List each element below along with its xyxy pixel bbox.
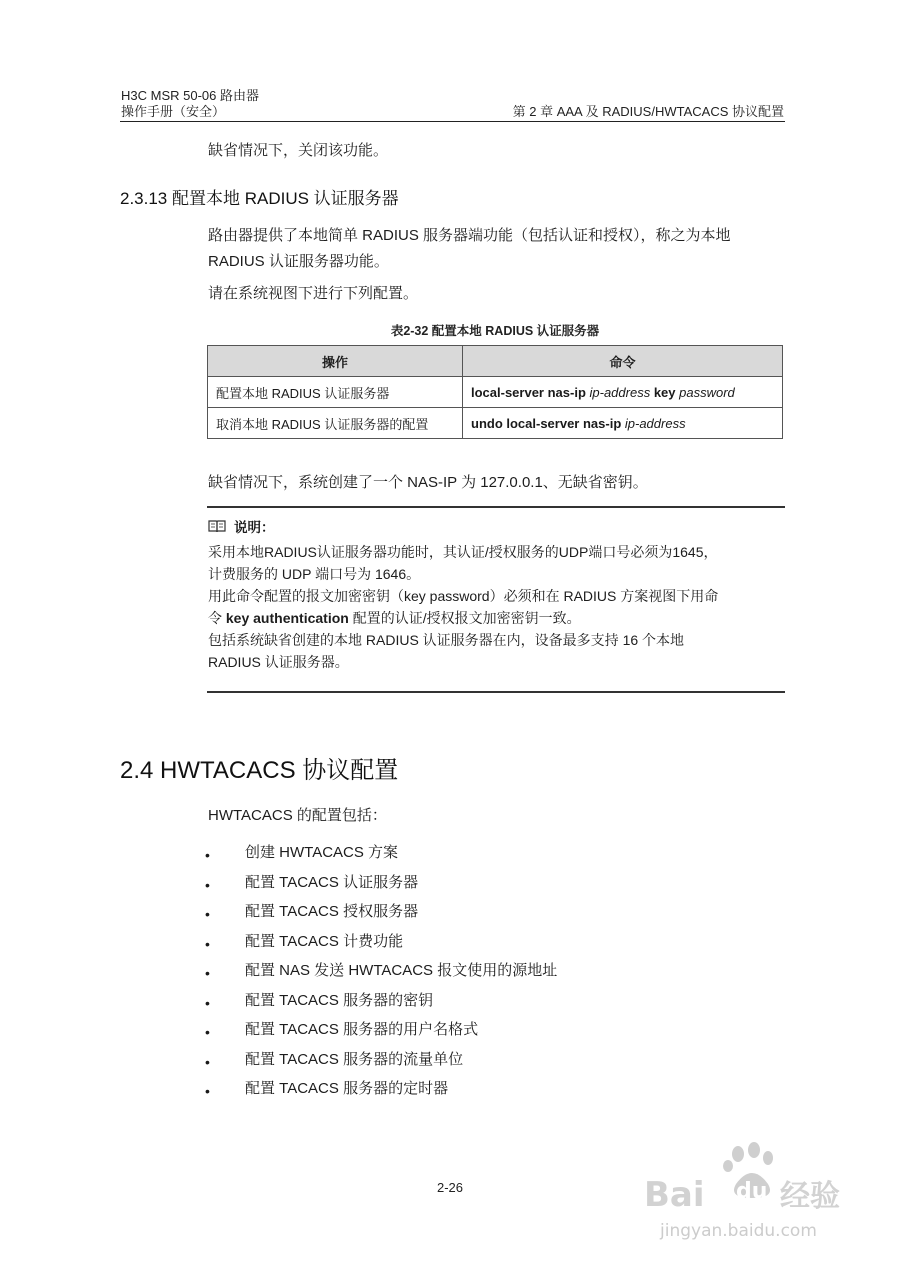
section-24-title: 2.4 HWTACACS 协议配置	[120, 757, 399, 784]
header-rule	[120, 121, 785, 122]
header-manual: 操作手册（安全）	[121, 104, 226, 119]
list-item: 配置 TACACS 授权服务器	[245, 903, 419, 920]
section-2313-para1-line1: 路由器提供了本地简单 RADIUS 服务器端功能（包括认证和授权），称之为本地	[208, 227, 731, 244]
default-nas-ip-note: 缺省情况下，系统创建了一个 NAS-IP 为 127.0.0.1、无缺省密钥。	[208, 474, 648, 491]
note-line: 计费服务的 UDP 端口号为 1646。	[208, 566, 421, 582]
table-caption: 表2-32 配置本地 RADIUS 认证服务器	[390, 324, 600, 338]
cmd-keyword: undo local-server nas-ip	[471, 415, 625, 431]
note-line	[208, 607, 785, 629]
list-item: 配置 TACACS 服务器的流量单位	[245, 1051, 464, 1068]
bullet-dot: •	[205, 1054, 210, 1070]
list-item: 配置 TACACS 认证服务器	[245, 874, 419, 891]
watermark-brand-latin: Bai	[644, 1175, 705, 1215]
list-item: 配置 NAS 发送 HWTACACS 报文使用的源地址	[245, 962, 558, 979]
note-line: RADIUS 认证服务器。	[208, 654, 349, 670]
list-item: 配置 TACACS 服务器的密钥	[245, 992, 434, 1009]
table-cell-cmd	[463, 408, 783, 439]
table-header-op: 操作	[208, 346, 463, 377]
cmd-argument: password	[679, 384, 735, 400]
section-2313-para1-line2: RADIUS 认证服务器功能。	[208, 253, 389, 270]
baidu-watermark	[640, 1140, 860, 1250]
page-number: 2-26	[437, 1180, 464, 1195]
note-title: 说明：	[234, 520, 275, 535]
list-item: 创建 HWTACACS 方案	[245, 844, 399, 861]
note-line: 采用本地RADIUS认证服务器功能时，其认证/授权服务的UDP端口号必须为1645，	[208, 544, 718, 560]
header-chapter: 第 2 章 AAA 及 RADIUS/HWTACACS 协议配置	[512, 104, 784, 119]
bullet-dot: •	[205, 877, 210, 893]
list-item: 配置 TACACS 服务器的用户名格式	[245, 1021, 479, 1038]
header-product: H3C MSR 50-06 路由器	[121, 88, 259, 103]
cmd-keyword: local-server nas-ip	[471, 384, 590, 400]
bullet-dot: •	[205, 1083, 210, 1099]
cmd-argument: ip-address	[589, 384, 651, 400]
watermark-url: jingyan.baidu.com	[660, 1221, 817, 1241]
note-keyword: key authentication	[225, 610, 349, 626]
note-body	[208, 541, 785, 673]
watermark-brand-cn: 经验	[780, 1179, 840, 1214]
note-text-segment: 令	[208, 610, 226, 626]
note-top-rule	[207, 506, 785, 508]
table-cell-cmd	[463, 377, 783, 408]
bullet-dot: •	[205, 847, 210, 863]
bullet-dot: •	[205, 936, 210, 952]
note-text-segment: 配置的认证/授权报文加密密钥一致。	[348, 610, 581, 626]
table-row	[208, 377, 783, 408]
note-bottom-rule	[207, 691, 785, 693]
section-24-intro: HWTACACS 的配置包括：	[208, 807, 387, 824]
bullet-dot: •	[205, 965, 210, 981]
bullet-dot: •	[205, 1024, 210, 1040]
table-cell-op: 取消本地 RADIUS 认证服务器的配置	[208, 408, 463, 439]
section-2313-title: 2.3.13 配置本地 RADIUS 认证服务器	[120, 189, 399, 208]
table-header-cmd: 命令	[463, 346, 783, 377]
command-table	[207, 345, 783, 439]
note-line: 用此命令配置的报文加密密钥（key password）必须和在 RADIUS 方案视图下用命	[208, 588, 719, 604]
cmd-argument: ip-address	[624, 415, 686, 431]
book-icon	[208, 519, 226, 533]
list-item: 配置 TACACS 服务器的定时器	[245, 1080, 449, 1097]
table-header-row	[208, 346, 783, 377]
table-cell-op: 配置本地 RADIUS 认证服务器	[208, 377, 463, 408]
section-2313-para2: 请在系统视图下进行下列配置。	[208, 285, 419, 302]
list-item: 配置 TACACS 计费功能	[245, 933, 404, 950]
watermark-brand-du: du	[736, 1179, 768, 1204]
intro-default-text: 缺省情况下，关闭该功能。	[208, 142, 389, 159]
note-line: 包括系统缺省创建的本地 RADIUS 认证服务器在内，设备最多支持 16 个本地	[208, 632, 685, 648]
bullet-dot: •	[205, 995, 210, 1011]
cmd-keyword: key	[650, 384, 680, 400]
table-row	[208, 408, 783, 439]
bullet-dot: •	[205, 906, 210, 922]
note-heading	[208, 516, 275, 536]
